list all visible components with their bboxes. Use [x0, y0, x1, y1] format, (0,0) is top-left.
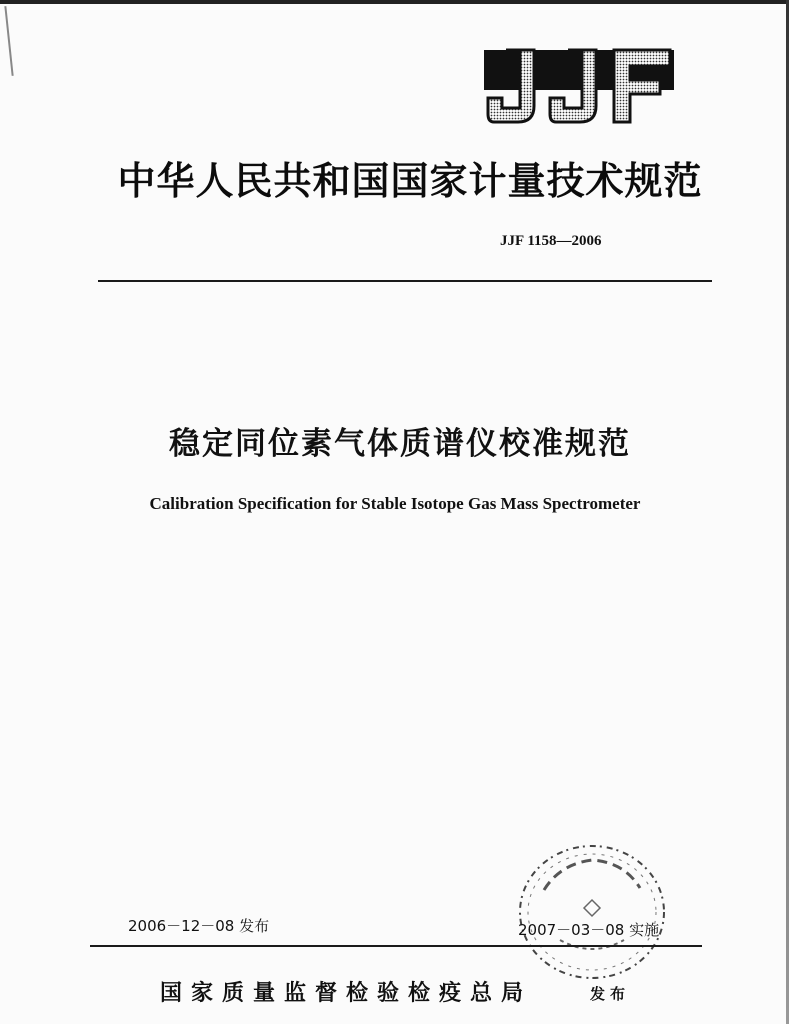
- document-code: JJF 1158—2006: [500, 233, 602, 249]
- scan-mark-left: [4, 6, 13, 76]
- divider-bottom: [90, 945, 702, 947]
- issuing-authority: 国家质量监督检验检疫总局: [160, 980, 533, 1006]
- jjf-logo-icon: [484, 42, 674, 126]
- divider-top: [98, 280, 712, 282]
- scan-edge-top: [0, 0, 789, 4]
- seal-icon: [500, 830, 680, 990]
- official-seal-stamp: [500, 830, 680, 990]
- document-title-en: Calibration Specification for Stable Isotope Gas Mass Spectrometer: [149, 494, 641, 513]
- issuing-suffix: 发布: [590, 985, 631, 1003]
- standard-series-title: 中华人民共和国国家计量技术规范: [117, 159, 703, 203]
- jjf-logo: [484, 42, 674, 126]
- document-title-cn: 稳定同位素气体质谱仪校准规范: [169, 426, 631, 462]
- effective-date: 2007－03－08 实施: [518, 921, 660, 939]
- issue-date: 2006－12－08 发布: [128, 917, 270, 935]
